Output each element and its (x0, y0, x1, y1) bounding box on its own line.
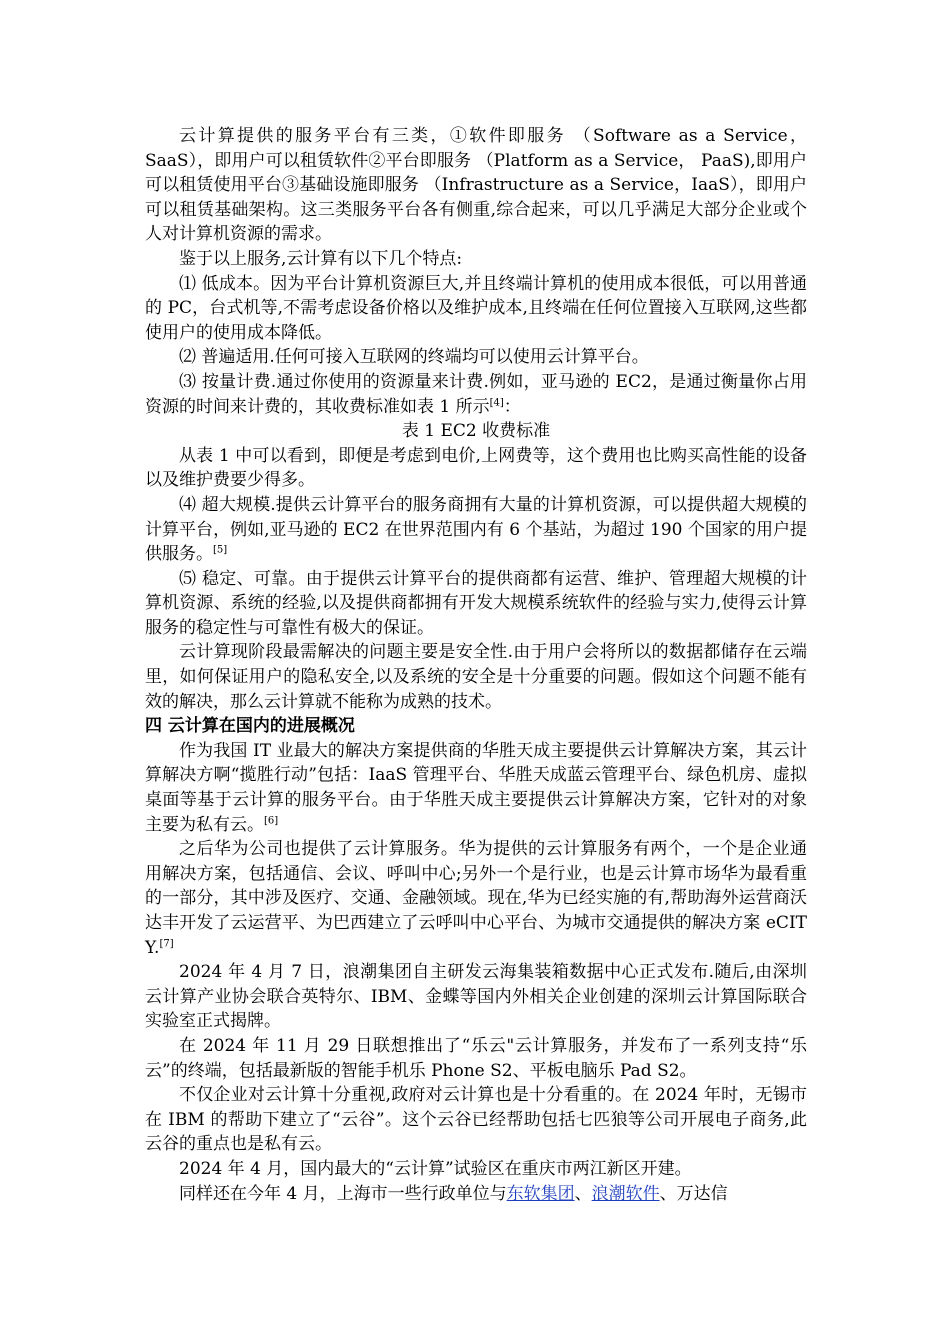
paragraph-security: 云计算现阶段最需解决的问题主要是安全性.由于用户会将所以的数据都储存在云端里，如何保证用户的隐私安全,以及系统的安全是十分重要的问题。假如这个问题不能有效的解决，那么云计算就不能称为成熟的技术。 (145, 642, 807, 712)
paragraph-shanghai (145, 1182, 807, 1207)
table-caption: 表 1 EC2 收费标准 (401, 421, 551, 442)
paragraph-reliable: ⑸ 稳定、可靠。由于提供云计算平台的提供商都有运营、维护、管理超大规模的计算机资源、系统的经验,以及提供商都拥有开发大规模系统软件的经验与实力,使得云计算服务的稳定性与可靠性有极大的保证。 (145, 568, 807, 638)
citation-4: [4] (489, 396, 504, 408)
paragraph-huawei (145, 837, 807, 960)
citation-5: [5] (213, 544, 228, 556)
huawei-text: 之后华为公司也提供了云计算服务。华为提供的云计算服务有两个，一个是企业通用解决方案，包括通信、会议、呼叫中心;另外一个是行业，也是云计算市场华为最看重的一部分，其中涉及医疗、交通、金融领域。现在,华为已经实施的有,帮助海外运营商沃达丰开发了云运营平、为巴西建立了云呼叫中心平台、为城市交通提供的解决方案 eCIT Y. (145, 839, 807, 958)
separator: 、 (574, 1183, 592, 1204)
shanghai-text: 同样还在今年 4 月，上海市一些行政单位与 (179, 1183, 507, 1204)
huasheng-text: 作为我国 IT 业最大的解决方案提供商的华胜天成主要提供云计算解决方案，其云计算解决方啊“揽胜行动”包括：IaaS 管理平台、华胜天成蓝云管理平台、绿色机房、虚拟桌面等基于云计算的服务平台。由于华胜天成主要提供云计算解决方案，它针对的对象主要为私有云。 (145, 740, 807, 835)
paragraph-pay-per-use (145, 370, 807, 419)
paragraph-large-scale (145, 493, 807, 567)
paragraph-cost-comparison: 从表 1 中可以看到，即便是考虑到电价,上网费等，这个费用也比购买高性能的设备以及维护费要少得多。 (145, 445, 807, 491)
paragraph-low-cost: ⑴ 低成本。因为平台计算机资源巨大,并且终端计算机的使用成本很低，可以用普通的 PC，台式机等,不需考虑设备价格以及维护成本,且终端在任何位置接入互联网,这些都使用户的使用成本降低。 (145, 273, 807, 343)
link-neusoft[interactable]: 东软集团 (506, 1183, 575, 1204)
section-heading: 四 云计算在国内的进展概况 (145, 716, 355, 737)
paragraph-inspur: 2024 年 4 月 7 日，浪潮集团自主研发云海集装箱数据中心正式发布.随后,由深圳云计算产业协会联合英特尔、IBM、金蝶等国内外相关企业创建的深圳云计算国际联合实验室正式揭牌。 (145, 962, 807, 1032)
large-scale-text: ⑷ 超大规模.提供云计算平台的服务商拥有大量的计算机资源，可以提供超大规模的计算平台，例如,亚马逊的 EC2 在世界范围内有 6 个基站，为超过 190 个国家的用户提供服务。 (145, 494, 807, 565)
paragraph-chongqing: 2024 年 4 月，国内最大的“云计算”试验区在重庆市两江新区开建。 (179, 1158, 692, 1179)
paragraph-features-intro: 鉴于以上服务,云计算有以下几个特点: (179, 248, 463, 269)
paragraph-huasheng (145, 739, 807, 837)
paragraph-service-types: 云计算提供的服务平台有三类，①软件即服务 （Software as a Service，SaaS），即用户可以租赁软件②平台即服务 （Platform as a Service， PaaS),即用户可以租赁使用平台③基础设施即服务 （Infrastructure as a Service，IaaS），即用户可以租赁基础架构。这三类服务平台各有侧重,综合起来，可以几乎满足大部分企业或个人对计算机资源的需求。 (145, 126, 807, 245)
paragraph-lenovo: 在 2024 年 11 月 29 日联想推出了“乐云"云计算服务，并发布了一系列支持“乐云”的终端，包括最新版的智能手机乐 Phone S2、平板电脑乐 Pad S2。 (145, 1035, 807, 1081)
link-inspur-software[interactable]: 浪潮软件 (591, 1183, 660, 1204)
citation-6: [6] (264, 814, 279, 826)
document-body (145, 124, 807, 1206)
citation-7: [7] (159, 937, 174, 949)
shanghai-tail: 、万达信 (659, 1183, 728, 1204)
pay-per-use-tail: ： (503, 396, 521, 417)
pay-per-use-text: ⑶ 按量计费.通过你使用的资源量来计费.例如，亚马逊的 EC2，是通过衡量你占用资源的时间来计费的，其收费标准如表 1 所示 (145, 371, 807, 417)
paragraph-government: 不仅企业对云计算十分重视,政府对云计算也是十分看重的。在 2024 年时，无锡市在 IBM 的帮助下建立了“云谷”。这个云谷已经帮助包括七匹狼等公司开展电子商务,此云谷的重点也是私有云。 (145, 1085, 807, 1155)
paragraph-universal: ⑵ 普遍适用.任何可接入互联网的终端均可以使用云计算平台。 (179, 347, 649, 368)
